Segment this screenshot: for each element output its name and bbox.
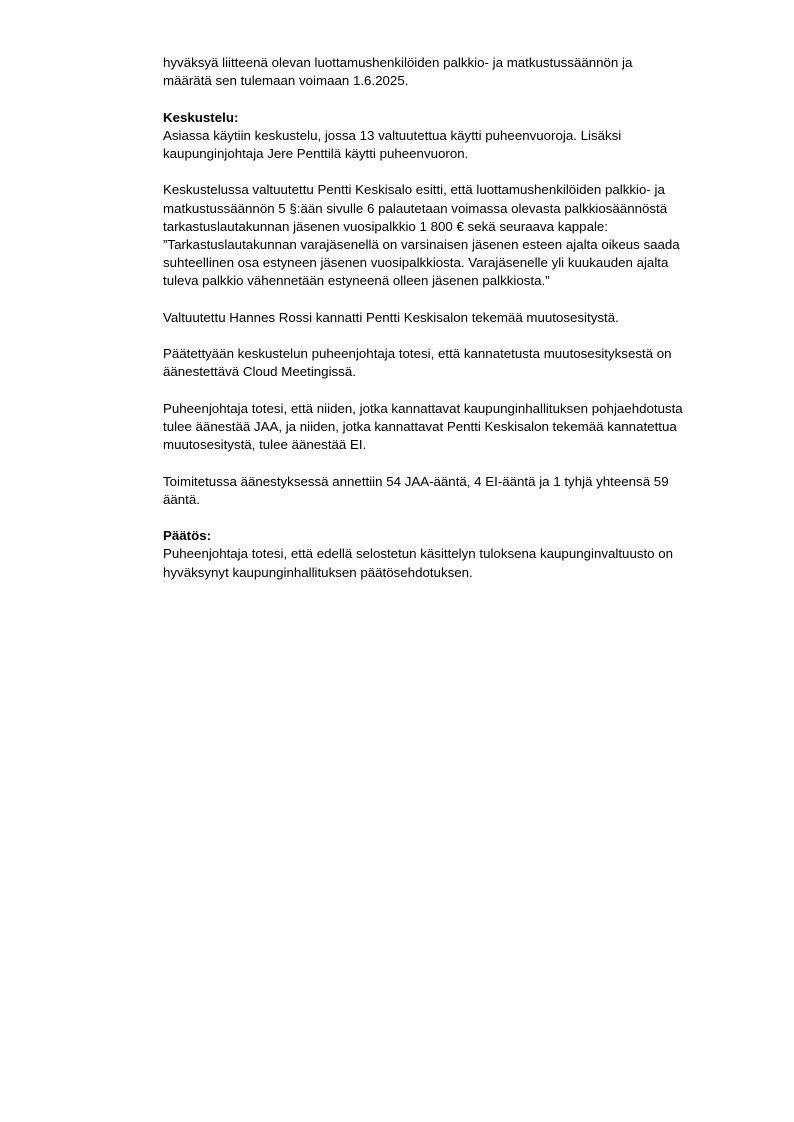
text-line: tarkastuslautakunnan jäsenen vuosipalkkio 1 800 € sekä seuraava kappale: [163,218,609,234]
text-line: Keskustelussa valtuutettu Pentti Keskisalo esitti, että luottamushenkilöiden palkkio- ja [163,182,665,198]
text-line: hyväksyä liitteenä olevan luottamushenkilöiden palkkio- ja matkustussäännön ja [163,55,633,70]
text-line: kaupunginjohtaja Jere Penttilä käytti puheenvuoron. [163,146,469,161]
text-line: Valtuutettu Hannes Rossi kannatti Pentti Keskisalon tekemää muutosesitystä. [163,309,619,325]
text-line: Päätettyään keskustelun puheenjohtaja totesi, että kannatetusta muutosesityksestä on [163,346,672,362]
text-line: muutosesitystä, tulee äänestää EI. [163,437,367,453]
text-line: äänestettävä Cloud Meetingissä. [163,364,356,380]
proposal-paragraph [163,181,743,290]
text-line: ääntä. [163,491,200,507]
text-line: Toimitetussa äänestyksessä annettiin 54 JAA-ääntä, 4 EI-ääntä ja 1 tyhjä yhteensä 59 [163,473,669,489]
vote-result-paragraph [163,473,743,509]
vote-required-paragraph [163,345,743,381]
text-line: Puheenjohtaja totesi, että edellä selostetun käsittelyn tuloksena kaupunginvaltuusto on [163,546,674,562]
document-page [163,54,743,600]
decision-paragraph [163,545,743,581]
text-line: ”Tarkastuslautakunnan varajäsenellä on varsinaisen jäsenen esteen ajalta oikeus saada [163,237,680,252]
text-line: tulee äänestää JAA, ja niiden, jotka kannattavat Pentti Keskisalon tekemää kannatettua [163,418,677,434]
text-line: matkustussäännön 5 §:ään sivulle 6 palautetaan voimassa olevasta palkkiosäännöstä [163,200,668,216]
discussion-heading: Keskustelu: [163,109,239,125]
decision-heading: Päätös: [163,528,212,544]
text-line: määrätä sen tulemaan voimaan 1.6.2025. [163,73,409,89]
intro-paragraph [163,54,743,90]
text-line: hyväksynyt kaupunginhallituksen päätösehdotuksen. [163,564,473,580]
text-line: Asiassa käytiin keskustelu, jossa 13 valtuutettua käytti puheenvuoroja. Lisäksi [163,127,622,143]
vote-procedure-paragraph [163,400,743,455]
text-line: tuleva palkkio vähennetään estyneenä olleen jäsenen palkkiosta.” [163,273,550,289]
discussion-paragraph [163,127,743,163]
support-paragraph [163,309,743,327]
text-line: suhteellinen osa estyneen jäsenen vuosipalkkiosta. Varajäsenelle yli kuukauden ajalta [163,255,669,271]
text-line: Puheenjohtaja totesi, että niiden, jotka kannattavat kaupunginhallituksen pohjaehdotusta [163,400,683,416]
